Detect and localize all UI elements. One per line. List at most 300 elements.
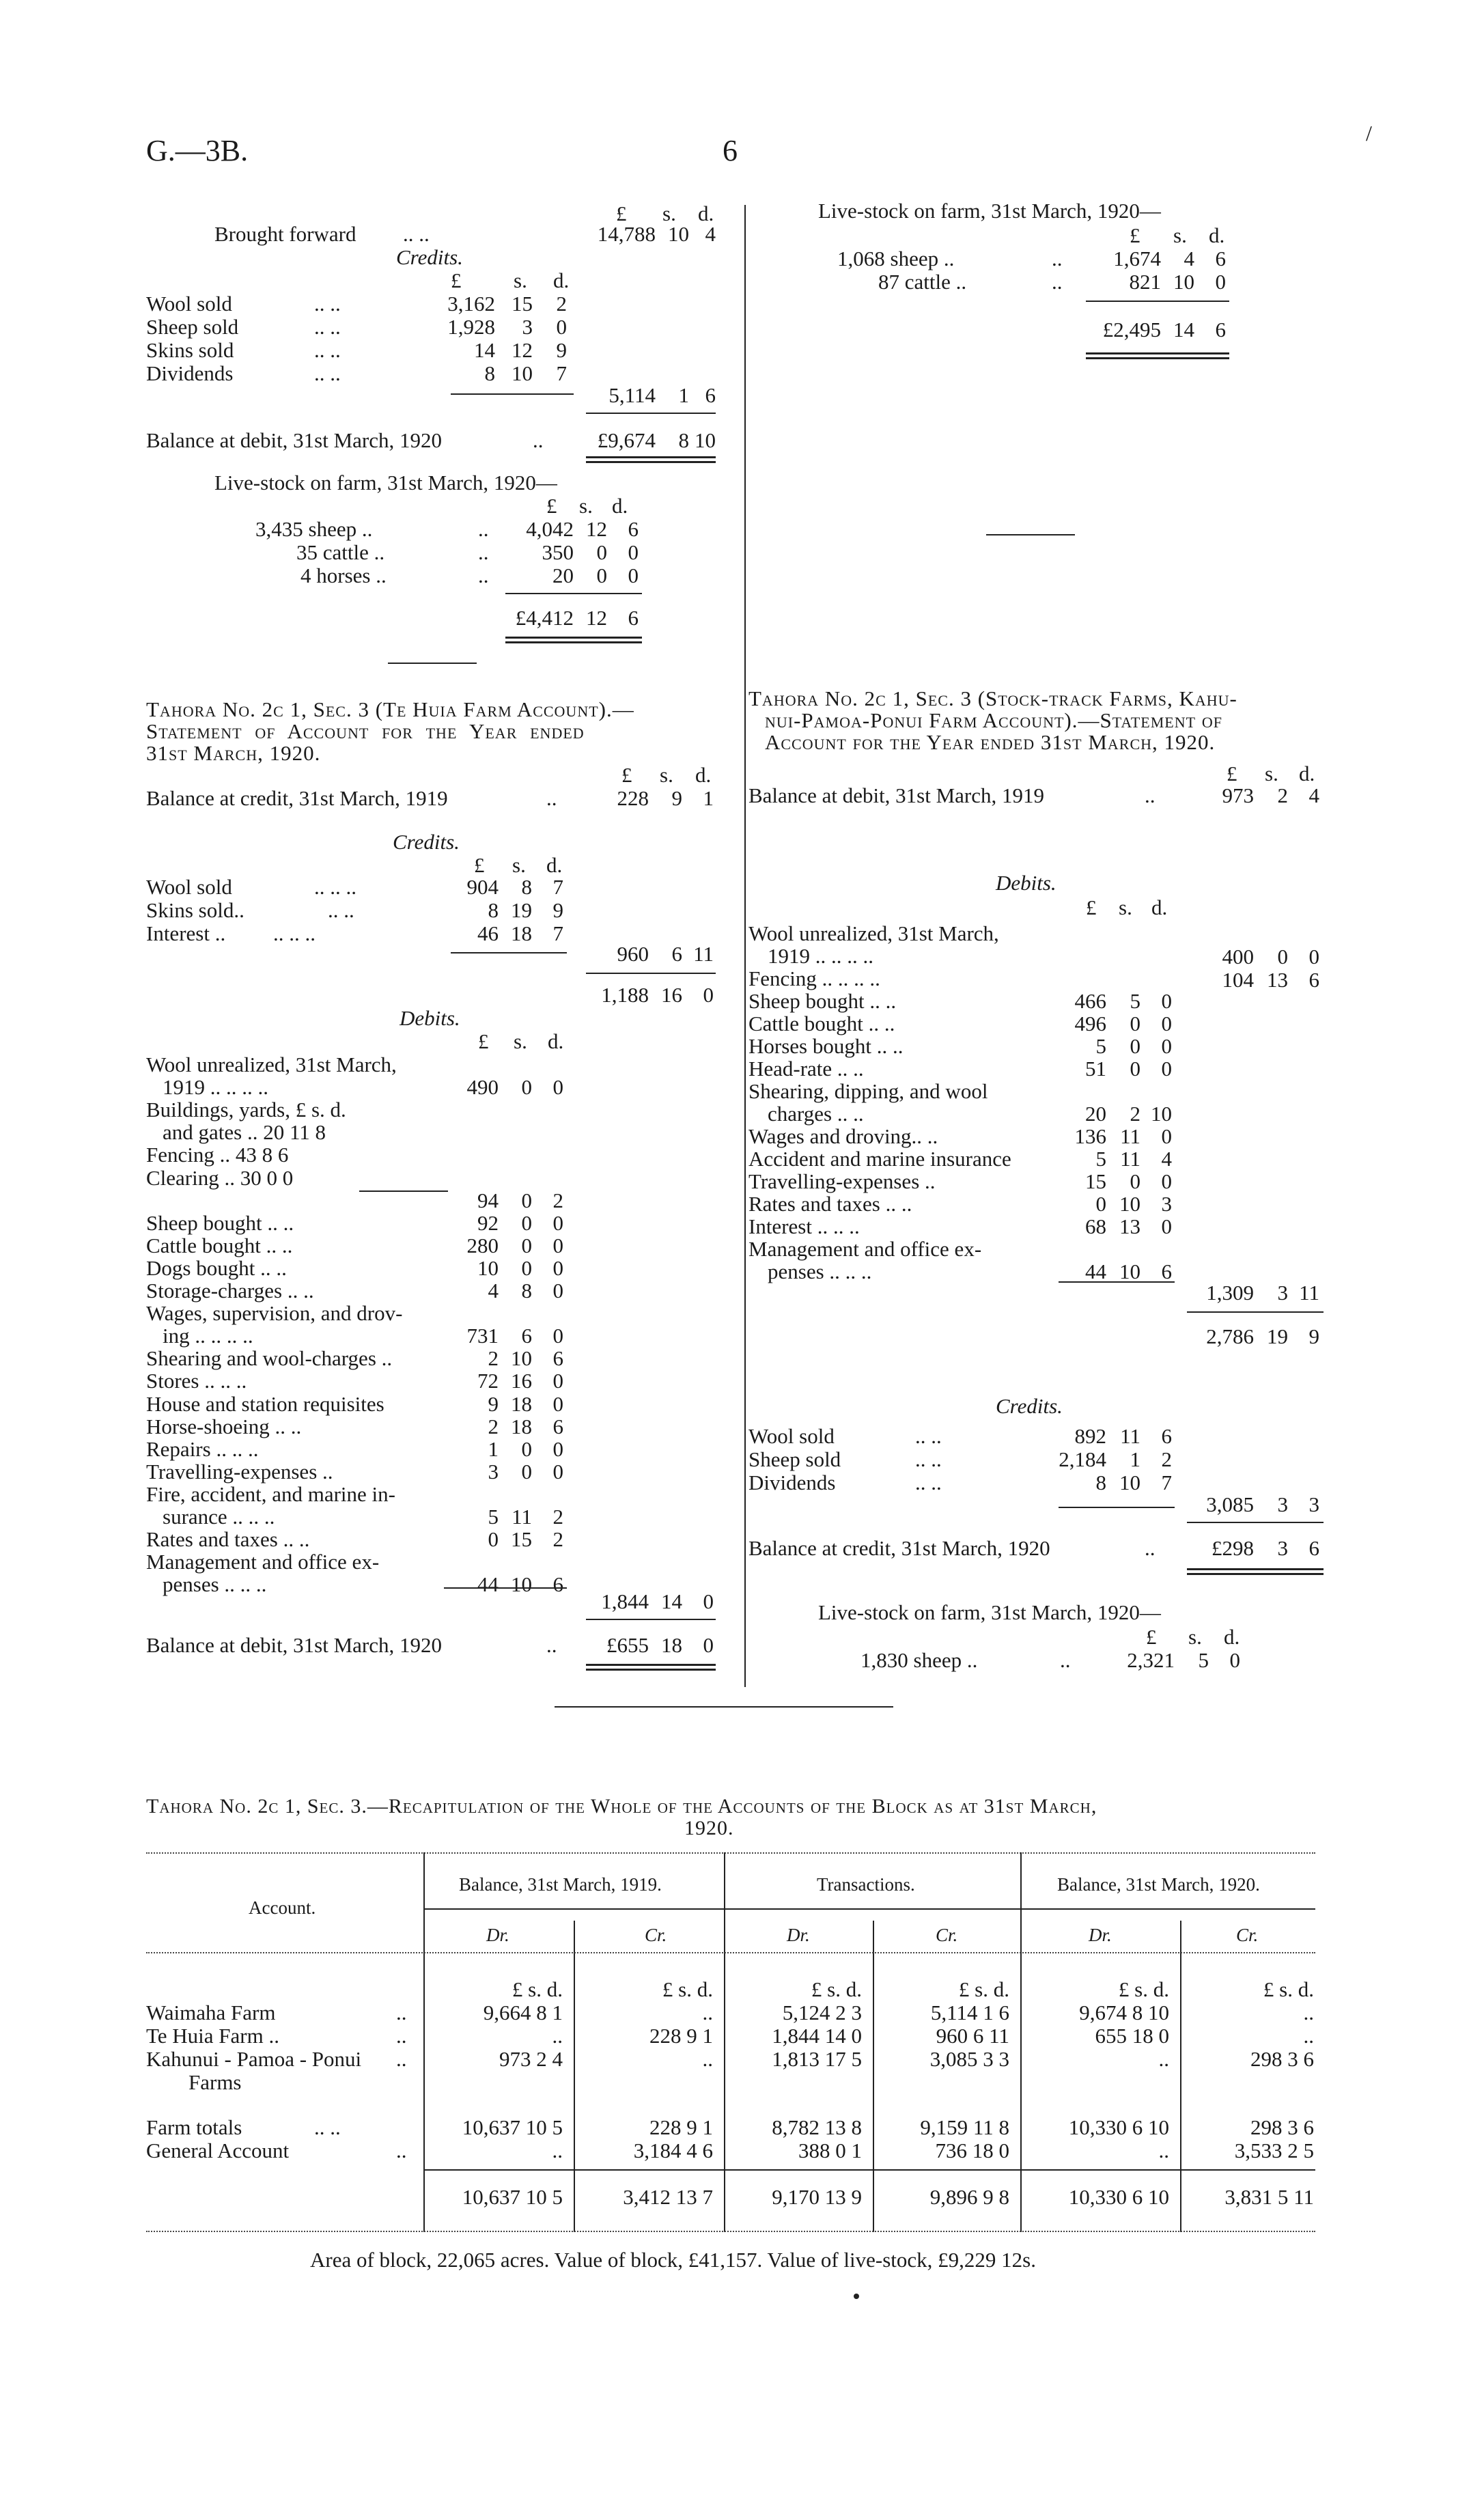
stock-balance-dots: ..	[1145, 1536, 1156, 1560]
stock-credit-dots: .. ..	[915, 1447, 942, 1471]
huia-debit-d: 0	[552, 1279, 563, 1303]
stock-debit-l: 44	[1085, 1259, 1106, 1283]
livestock-total-l: £4,412	[515, 606, 574, 630]
huia-debit-s: 11	[512, 1505, 532, 1529]
huia-debit-d: 6	[552, 1415, 563, 1438]
rule	[444, 1587, 567, 1589]
stock-credits-total-l: 3,085	[1206, 1492, 1254, 1516]
stock-debits-sub-l: 1,309	[1206, 1281, 1254, 1305]
huia-debit-s: 18	[511, 1392, 532, 1416]
credits-total-s: 1	[678, 383, 689, 407]
huia-credit-label: Interest ..	[146, 921, 226, 945]
lsd-d: d.	[1224, 1625, 1240, 1649]
recap-cell: 973 2 4	[499, 2047, 563, 2071]
huia-debit-s: 8	[521, 1279, 532, 1303]
huia-debits-total-s: 14	[661, 1589, 682, 1613]
stock-debit-label: Horses bought .. ..	[748, 1034, 904, 1058]
huia-debit-label: surance .. .. ..	[163, 1505, 275, 1529]
livestock-dots: ..	[478, 517, 489, 541]
huia-debit-label: Shearing and wool-charges ..	[146, 1346, 393, 1370]
lsd-l: £	[1146, 1625, 1157, 1649]
lsd-l: £	[1130, 223, 1140, 247]
huia-debit-label: Travelling-expenses ..	[146, 1460, 333, 1484]
double-rule	[1086, 352, 1229, 359]
stock-livestock-s: 5	[1198, 1648, 1209, 1672]
stock-credits-total-s: 3	[1277, 1492, 1288, 1516]
page-dot	[854, 2294, 859, 2299]
stock-credit-dots: .. ..	[915, 1471, 942, 1494]
stock-debit-d: 4	[1161, 1147, 1172, 1171]
stock-opening-label: Balance at debit, 31st March, 1919	[748, 783, 1045, 807]
stock-debit-label: Sheep bought .. ..	[748, 989, 897, 1013]
huia-credits-heading: Credits.	[393, 830, 460, 854]
huia-debit-l: 0	[488, 1527, 499, 1551]
lsd-l: £	[616, 201, 627, 225]
stock-debit-s: 0	[1130, 1034, 1140, 1058]
livestock-d: 0	[628, 540, 639, 564]
table-vline	[574, 1921, 575, 2232]
stock-debits-total-s: 19	[1267, 1324, 1288, 1348]
recap-cell: 1,813 17 5	[772, 2047, 862, 2071]
stock-balance-d: 6	[1308, 1536, 1319, 1560]
stock-title-3: Account for the Year ended 31st March, 1920.	[765, 730, 1216, 754]
huia-title-1: Tahora No. 2c 1, Sec. 3 (Te Huia Farm Account).—	[146, 697, 634, 721]
rt-livestock-total-s: 14	[1173, 318, 1194, 342]
huia-debit-l: 94	[477, 1188, 499, 1212]
recap-cell: 9,664 8 1	[483, 2001, 563, 2024]
huia-debits-total-l: 1,844	[601, 1589, 649, 1613]
stock-opening-s: 2	[1277, 783, 1288, 807]
credit-l: 3,162	[447, 292, 495, 316]
recap-cell: 3,533 2 5	[1234, 2139, 1314, 2162]
huia-debit-l: 5	[488, 1505, 499, 1529]
lsd-l: £	[621, 763, 632, 787]
stock-credit-label: Wool sold	[748, 1424, 835, 1448]
huia-debit-d: 0	[552, 1324, 563, 1348]
recap-cell: 736 18 0	[935, 2139, 1009, 2162]
huia-debit-l: 72	[477, 1369, 499, 1393]
lsd-d: d.	[1209, 223, 1225, 247]
recap-cell: 3,184 4 6	[633, 2139, 713, 2162]
huia-debit-d: 0	[552, 1392, 563, 1416]
huia-debit-l: 1	[488, 1437, 499, 1461]
group-head-1920: Balance, 31st March, 1920.	[1057, 1874, 1260, 1895]
huia-debit-l: 4	[488, 1279, 499, 1303]
huia-credit-s: 8	[521, 875, 532, 899]
huia-credit-l: 8	[488, 898, 499, 922]
lsd-header: £ s. d.	[1263, 1977, 1314, 2001]
stock-debit-d: 0	[1161, 1012, 1172, 1035]
credit-dots: .. ..	[314, 292, 341, 316]
stock-debit-s: 11	[1120, 1124, 1140, 1148]
huia-debit-l: 2	[488, 1346, 499, 1370]
stock-debit-s: 5	[1130, 989, 1140, 1013]
credit-s: 3	[522, 315, 533, 339]
huia-debit-l: 731	[466, 1324, 499, 1348]
credit-label: Skins sold	[146, 338, 234, 362]
group-rule	[423, 1908, 1315, 1910]
huia-debit-label: Sheep bought .. ..	[146, 1211, 294, 1235]
lsd-d: d.	[698, 201, 714, 225]
huia-credit-d: 9	[552, 898, 563, 922]
stock-title-2: nui-Pamoa-Ponui Farm Account).—Statement of	[765, 708, 1222, 732]
recap-dots: ..	[396, 2024, 407, 2048]
recap-cell: 228 9 1	[649, 2115, 713, 2139]
huia-debit-d: 6	[552, 1572, 563, 1596]
rt-livestock-s: 4	[1184, 247, 1194, 270]
stock-balance-l: £298	[1212, 1536, 1254, 1560]
rt-livestock-label: 87 cattle ..	[878, 270, 967, 294]
huia-debit-label: Management and office ex-	[146, 1550, 380, 1574]
huia-credit-s: 18	[511, 921, 532, 945]
huia-debit-label: Clearing .. 30 0 0	[146, 1166, 294, 1190]
stock-debit-s: 2	[1130, 1102, 1140, 1126]
stock-debit-label: 1919 .. .. .. ..	[768, 944, 873, 968]
huia-opening-l: 228	[617, 786, 649, 810]
lsd-d: d.	[1151, 895, 1168, 919]
huia-debit-s: 16	[511, 1369, 532, 1393]
recap-cell: 8,782 13 8	[772, 2115, 862, 2139]
huia-debit-s: 18	[511, 1415, 532, 1438]
stock-debit-label: Management and office ex-	[748, 1237, 982, 1261]
huia-debit-l: 280	[466, 1234, 499, 1257]
recap-total: 10,637 10 5	[462, 2185, 563, 2209]
recap-cell: ..	[1158, 2047, 1169, 2071]
section-separator	[388, 663, 477, 664]
stock-fencing-l: 104	[1222, 968, 1254, 992]
huia-debit-s: 6	[521, 1324, 532, 1348]
lsd-s: s.	[514, 1029, 527, 1053]
recap-cell: 228 9 1	[649, 2024, 713, 2048]
huia-credits-total-s: 6	[671, 942, 682, 966]
recap-cell: 298 3 6	[1250, 2047, 1314, 2071]
lsd-header: £ s. d.	[811, 1977, 862, 2001]
stock-credit-label: Dividends	[748, 1471, 836, 1494]
huia-debit-s: 0	[521, 1075, 532, 1099]
livestock-d: 0	[628, 563, 639, 587]
stock-debit-l: 496	[1074, 1012, 1106, 1035]
huia-debit-label: Fencing .. 43 8 6	[146, 1143, 289, 1167]
lsd-header: £ s. d.	[1118, 1977, 1169, 2001]
rt-livestock-dots: ..	[1052, 270, 1063, 294]
recap-title-2: 1920.	[684, 1817, 734, 1839]
stock-debit-label: penses .. .. ..	[768, 1259, 872, 1283]
huia-debit-s: 10	[511, 1572, 532, 1596]
stock-debit-s: 10	[1119, 1192, 1140, 1216]
huia-credits-total-d: 11	[693, 942, 714, 966]
stock-fencing-s: 13	[1267, 968, 1288, 992]
livestock-s: 0	[596, 540, 607, 564]
stock-credit-l: 8	[1095, 1471, 1106, 1494]
livestock-label: 4 horses ..	[300, 563, 387, 587]
credit-dots: .. ..	[314, 338, 341, 362]
rule	[1059, 1507, 1175, 1508]
stock-debit-label: Shearing, dipping, and wool	[748, 1079, 988, 1103]
recap-cell: 388 0 1	[798, 2139, 862, 2162]
stock-livestock-d: 0	[1229, 1648, 1240, 1672]
huia-debit-d: 6	[552, 1346, 563, 1370]
huia-credits-total-l: 960	[617, 942, 649, 966]
huia-debit-s: 0	[521, 1256, 532, 1280]
huia-debit-label: ing .. .. .. ..	[163, 1324, 253, 1348]
huia-debit-label: Wages, supervision, and drov-	[146, 1301, 403, 1325]
credits-total-l: 5,114	[608, 383, 656, 407]
stock-debit-label: Rates and taxes .. ..	[748, 1192, 912, 1216]
bf-s: 10	[668, 222, 689, 246]
stock-debit-label: Wool unrealized, 31st March,	[748, 921, 999, 945]
stock-credit-label: Sheep sold	[748, 1447, 841, 1471]
lsd-l: £	[451, 268, 462, 292]
stock-debit-d: 0	[1161, 1214, 1172, 1238]
livestock-label: 3,435 sheep ..	[255, 517, 373, 541]
huia-credit-dots: .. .. ..	[273, 921, 316, 945]
lsd-s: s.	[512, 853, 526, 877]
brought-forward-dots: .. ..	[403, 222, 430, 246]
huia-opening-label: Balance at credit, 31st March, 1919	[146, 786, 448, 810]
credit-dots: .. ..	[314, 361, 341, 385]
group-head-1919: Balance, 31st March, 1919.	[459, 1874, 662, 1895]
huia-title-2: Statement of Account for the Year ended	[146, 719, 585, 743]
stock-debit-l: 136	[1074, 1124, 1106, 1148]
lsd-s: s.	[514, 268, 527, 292]
col-dr: Dr.	[486, 1925, 509, 1945]
huia-debits-heading: Debits.	[400, 1006, 460, 1030]
stock-debits-sub-s: 3	[1277, 1281, 1288, 1305]
lsd-l: £	[546, 494, 557, 518]
huia-opening-d: 1	[703, 786, 714, 810]
stock-debit-label: Travelling-expenses ..	[748, 1169, 936, 1193]
huia-debit-s: 0	[521, 1460, 532, 1484]
stock-debits-heading: Debits.	[996, 871, 1056, 895]
livestock-heading: Live-stock on farm, 31st March, 1920—	[214, 471, 557, 495]
huia-credit-dots: .. ..	[328, 898, 354, 922]
stock-debit-label: Fencing .. .. .. ..	[748, 966, 880, 990]
livestock-d: 6	[628, 517, 639, 541]
recap-cell: ..	[1303, 2001, 1314, 2024]
huia-subtotal-l: 1,188	[601, 983, 649, 1007]
stock-debit-s: 13	[1119, 1214, 1140, 1238]
bf-d: 4	[705, 222, 716, 246]
recap-cell: 298 3 6	[1250, 2115, 1314, 2139]
margin-mark: /	[1366, 121, 1372, 145]
credit-l: 14	[474, 338, 495, 362]
recap-cell: 5,114 1 6	[930, 2001, 1009, 2024]
double-rule	[1187, 1568, 1324, 1575]
balance-l: £9,674	[597, 428, 656, 452]
recap-total: 3,831 5 11	[1224, 2185, 1314, 2209]
lsd-d: d.	[553, 268, 570, 292]
recap-cell: 960 6 11	[936, 2024, 1009, 2048]
recap-dots: ..	[396, 2139, 407, 2162]
stock-opening-l: 973	[1222, 783, 1254, 807]
recap-total: 3,412 13 7	[623, 2185, 713, 2209]
huia-debit-d: 0	[552, 1075, 563, 1099]
huia-subtotal-s: 16	[661, 983, 682, 1007]
huia-debit-label: Cattle bought .. ..	[146, 1234, 293, 1257]
huia-debit-label: Wool unrealized, 31st March,	[146, 1053, 397, 1076]
lsd-s: s.	[662, 201, 676, 225]
brought-forward-label: Brought forward	[214, 222, 356, 246]
huia-subtotal-d: 0	[703, 983, 714, 1007]
credit-d: 2	[556, 292, 567, 316]
huia-debit-s: 0	[521, 1211, 532, 1235]
stock-livestock-l: 2,321	[1127, 1648, 1175, 1672]
huia-balance-d: 0	[703, 1633, 714, 1657]
recap-title-1: Tahora No. 2c 1, Sec. 3.—Recapitulation of the Whole of the Accounts of the Block as at 31st March,	[146, 1795, 1097, 1817]
huia-debit-label: House and station requisites	[146, 1392, 384, 1416]
stock-debit-d: 6	[1161, 1259, 1172, 1283]
credit-label: Dividends	[146, 361, 234, 385]
huia-debit-l: 10	[477, 1256, 499, 1280]
rt-livestock-d: 0	[1215, 270, 1226, 294]
huia-credit-d: 7	[552, 921, 563, 945]
recap-cell: ..	[702, 2001, 713, 2024]
col-cr: Cr.	[936, 1925, 958, 1945]
stock-debit-l: 20	[1085, 1102, 1106, 1126]
livestock-s: 12	[586, 517, 607, 541]
credit-s: 12	[512, 338, 533, 362]
double-rule	[586, 1664, 716, 1671]
table-top-rule	[146, 1852, 1315, 1854]
huia-debit-label: Fire, accident, and marine in-	[146, 1482, 395, 1506]
huia-debit-d: 0	[552, 1234, 563, 1257]
huia-debit-d: 0	[552, 1211, 563, 1235]
rule	[1086, 301, 1229, 302]
rule	[451, 952, 567, 953]
recap-dots: ..	[396, 2047, 407, 2071]
huia-credit-label: Wool sold	[146, 875, 232, 899]
stock-balance-s: 3	[1277, 1536, 1288, 1560]
stock-wool-l: 400	[1222, 945, 1254, 969]
recap-cell: ..	[702, 2047, 713, 2071]
huia-debit-label: Storage-charges .. ..	[146, 1279, 314, 1303]
stock-credits-heading: Credits.	[996, 1394, 1063, 1418]
huia-debit-s: 0	[521, 1234, 532, 1257]
credit-l: 1,928	[447, 315, 495, 339]
stock-livestock-heading: Live-stock on farm, 31st March, 1920—	[818, 1600, 1161, 1624]
huia-title-3: 31st March, 1920.	[146, 741, 321, 765]
huia-credit-l: 904	[466, 875, 499, 899]
rule	[586, 973, 716, 974]
huia-balance-label: Balance at debit, 31st March, 1920	[146, 1633, 443, 1657]
lsd-l: £	[1227, 762, 1237, 785]
huia-debit-d: 0	[552, 1369, 563, 1393]
livestock-total-d: 6	[628, 606, 639, 630]
lsd-d: d.	[546, 853, 563, 877]
balance-dots: ..	[533, 428, 544, 452]
huia-debit-label: Stores .. .. ..	[146, 1369, 247, 1393]
recap-account: Waimaha Farm	[146, 2001, 276, 2024]
huia-credit-l: 46	[477, 921, 499, 945]
lsd-header: £ s. d.	[512, 1977, 563, 2001]
credit-s: 15	[512, 292, 533, 316]
huia-credit-s: 19	[511, 898, 532, 922]
stock-debit-l: 466	[1074, 989, 1106, 1013]
rt-livestock-s: 10	[1173, 270, 1194, 294]
stock-credit-l: 2,184	[1059, 1447, 1106, 1471]
huia-debit-label: penses .. .. ..	[163, 1572, 267, 1596]
lsd-l: £	[478, 1029, 489, 1053]
double-rule	[505, 637, 642, 643]
balance-label: Balance at debit, 31st March, 1920	[146, 428, 443, 452]
livestock-s: 0	[596, 563, 607, 587]
credit-s: 10	[512, 361, 533, 385]
stock-debits-sub-d: 11	[1299, 1281, 1319, 1305]
rule	[586, 1619, 716, 1620]
recap-cell: ..	[1303, 2024, 1314, 2048]
huia-debit-d: 2	[552, 1527, 563, 1551]
credits-heading: Credits.	[396, 245, 463, 269]
footer-note: Area of block, 22,065 acres. Value of block, £41,157. Value of live-stock, £9,229 12s.	[310, 2248, 1036, 2272]
livestock-dots: ..	[478, 563, 489, 587]
recap-account: General Account	[146, 2139, 290, 2162]
recap-cell: 9,159 11 8	[920, 2115, 1009, 2139]
recap-dots: ..	[396, 2001, 407, 2024]
stock-debit-l: 5	[1095, 1147, 1106, 1171]
recap-account: Farm totals	[146, 2115, 242, 2139]
recap-cell: ..	[1158, 2139, 1169, 2162]
stock-debit-d: 3	[1161, 1192, 1172, 1216]
rule	[1059, 1281, 1175, 1283]
stock-wool-s: 0	[1277, 945, 1288, 969]
col-dr: Dr.	[787, 1925, 810, 1945]
livestock-label: 35 cattle ..	[296, 540, 385, 564]
rule	[505, 593, 642, 594]
col-account: Account.	[249, 1897, 316, 1918]
stock-debit-label: Accident and marine insurance	[748, 1147, 1011, 1171]
huia-debits-total-d: 0	[703, 1589, 714, 1613]
livestock-l: 20	[552, 563, 574, 587]
header-bottom-rule	[146, 1952, 1315, 1953]
recap-cell: 10,637 10 5	[462, 2115, 563, 2139]
huia-debit-s: 0	[521, 1188, 532, 1212]
huia-debit-d: 2	[552, 1505, 563, 1529]
stock-debit-label: Wages and droving.. ..	[748, 1124, 938, 1148]
rt-livestock-dots: ..	[1052, 247, 1063, 270]
stock-wool-d: 0	[1308, 945, 1319, 969]
rule	[1187, 1522, 1324, 1523]
huia-opening-s: 9	[671, 786, 682, 810]
bf-l: 14,788	[597, 222, 656, 246]
rt-livestock-label: 1,068 sheep ..	[837, 247, 955, 270]
huia-debit-l: 9	[488, 1392, 499, 1416]
stock-credit-d: 7	[1161, 1471, 1172, 1494]
huia-debit-label: Rates and taxes .. ..	[146, 1527, 310, 1551]
rt-livestock-l: 1,674	[1113, 247, 1161, 270]
huia-debit-label: Repairs .. .. ..	[146, 1437, 259, 1461]
stock-opening-d: 4	[1308, 783, 1319, 807]
rule	[359, 1190, 448, 1192]
huia-debit-l: 2	[488, 1415, 499, 1438]
stock-credit-dots: .. ..	[915, 1424, 942, 1448]
rule	[1187, 1311, 1324, 1313]
stock-credit-l: 892	[1074, 1424, 1106, 1448]
stock-debit-l: 68	[1085, 1214, 1106, 1238]
stock-debit-d: 0	[1161, 1057, 1172, 1081]
huia-debit-s: 15	[511, 1527, 532, 1551]
lsd-s: s.	[1188, 1625, 1202, 1649]
stock-credit-d: 2	[1161, 1447, 1172, 1471]
rt-livestock-heading: Live-stock on farm, 31st March, 1920—	[818, 199, 1161, 223]
recap-total: 10,330 6 10	[1068, 2185, 1169, 2209]
lsd-d: d.	[1299, 762, 1315, 785]
huia-debit-label: Dogs bought .. ..	[146, 1256, 287, 1280]
page-header-ref: G.—3B.	[146, 134, 249, 167]
col-dr: Dr.	[1089, 1925, 1112, 1945]
huia-debit-l: 92	[477, 1211, 499, 1235]
stock-debit-s: 11	[1120, 1147, 1140, 1171]
recap-cell: ..	[552, 2139, 563, 2162]
